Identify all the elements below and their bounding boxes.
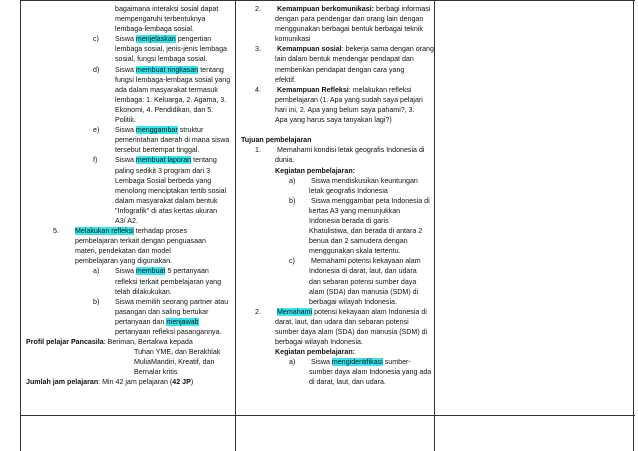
line-text: mempengaruhi terbentuknya	[115, 15, 206, 24]
text-line	[0, 145, 434, 155]
text-line	[0, 166, 434, 176]
text-line	[0, 226, 434, 236]
line-text: struktur	[177, 126, 204, 135]
line-text: bagaimana interaksi sosial dapat	[115, 5, 219, 13]
line-text: tentang	[191, 156, 217, 165]
line-text: Politik.	[115, 116, 136, 125]
table-top-border	[20, 0, 635, 1]
line-text: sumber-	[382, 358, 411, 367]
text-line	[0, 287, 434, 297]
text-line	[0, 95, 434, 105]
bold-label: Kegiatan pembelajaran:	[275, 166, 356, 175]
text-line	[0, 277, 434, 287]
line-text: potensi kekayaan alam Indonesia di	[312, 307, 427, 316]
bold-label: Kegiatan pembelajaran:	[275, 348, 356, 357]
line-text: sumber daya alam (SDA) dan manusia (SDM) di	[275, 328, 428, 336]
text-line	[0, 297, 434, 307]
line-text: : melakukan refleksi	[348, 85, 412, 94]
line-text: menggunakan skala tertentu.	[309, 247, 401, 256]
table-bottom-border	[20, 415, 635, 416]
line-text: Siswa	[115, 267, 136, 276]
line-text: pengertian	[175, 35, 212, 44]
line-text: : bekerja sama dengan orang	[341, 45, 434, 54]
list-marker: 2.	[255, 5, 261, 13]
bold-label: Jumlah jam pelajaran	[26, 378, 99, 387]
list-marker: d)	[93, 65, 100, 74]
list-marker: c)	[289, 257, 295, 266]
line-text: komunikasi	[275, 35, 311, 44]
line-text: Siswa menggambar peta Indonesia di	[311, 196, 430, 205]
highlighted-text: menggambar	[135, 126, 178, 135]
text-line	[0, 54, 434, 64]
line-text: Tuhan YME, dan Berakhlak	[134, 348, 221, 357]
list-marker: b)	[289, 196, 296, 205]
bold-label: Kemampuan sosial	[277, 45, 342, 54]
line-text: Memahami kondisi letak geografis Indonesia di	[277, 146, 425, 155]
text-line	[0, 216, 434, 226]
text-line	[0, 65, 434, 75]
text-line	[0, 135, 434, 145]
text-line	[0, 327, 434, 337]
bold-label: Tujuan pembelajaran	[241, 136, 312, 145]
line-text: Lembaga Sosial berbeda yang	[115, 176, 212, 185]
line-text: berbagi informasi	[373, 5, 431, 13]
line-text: terhadap proses	[133, 227, 187, 236]
line-text: Indonesia di darat, laut, dan udara	[309, 267, 417, 276]
line-text: lembaga-lembaga sosial.	[115, 25, 194, 34]
line-text: pembelajaran terkait dengan penguasaan	[75, 237, 206, 246]
line-text: A3/ A2.	[115, 216, 138, 225]
bold-label: Kemampuan Refleksi	[277, 85, 349, 94]
highlighted-text: membuat ringkasan	[135, 65, 199, 74]
text-line	[0, 4, 434, 14]
line-text: efektif.	[275, 75, 296, 84]
bold-label: Profil pelajar Pancasila	[26, 338, 104, 347]
line-text: Khatulistiwa, dan berada di antara 2	[309, 227, 423, 236]
line-text: : Beriman, Bertakwa kepada	[103, 338, 193, 347]
highlighted-text: membuat laporan	[135, 156, 192, 165]
list-marker: 1.	[255, 146, 261, 155]
line-text: Ekonomi, 4. Pendidikan, dan 5.	[115, 105, 214, 114]
text-line	[0, 246, 434, 256]
text-line	[0, 206, 434, 216]
line-text: lembaga: 1. Keluarga, 2. Agama, 3.	[115, 95, 227, 104]
list-marker: 3.	[255, 45, 261, 54]
line-text: materi, pendekatan dan model	[75, 247, 171, 256]
bold-value: 42 JP	[172, 378, 191, 387]
text-line	[0, 24, 434, 34]
text-line	[0, 256, 434, 266]
line-text: pasangan dan saling bertukar	[115, 307, 209, 316]
list-marker: f)	[93, 156, 98, 165]
highlighted-text: menjelaskan	[135, 35, 176, 44]
highlighted-text: mengidentifikasi	[331, 358, 383, 367]
text-line	[0, 347, 434, 357]
list-marker: 2.	[255, 307, 261, 316]
text-line	[0, 357, 434, 367]
text-line	[0, 155, 434, 165]
line-text: pertanyaan dan	[115, 317, 167, 326]
line-text: Siswa	[115, 65, 136, 74]
text-line	[0, 14, 434, 24]
text-line	[0, 196, 434, 206]
line-text: berbagai wilayah Indonesia.	[275, 338, 363, 347]
list-marker: a)	[93, 267, 100, 276]
line-text: refleksi terkait pembelajaran yang	[115, 277, 222, 286]
line-text: lembaga sosial, jenis-jenis lembaga	[115, 45, 227, 54]
table-right-border	[633, 0, 634, 451]
line-text: telah dilakukukan.	[115, 287, 172, 296]
text-line	[0, 34, 434, 44]
highlighted-text: Memahami	[277, 307, 313, 316]
line-text: pembelajaran (1. Apa yang sudah saya pelajari	[275, 95, 423, 104]
line-text: MuliaMandiri, Kreatif, dan	[134, 358, 215, 367]
line-text: "Infografik" di atas kertas ukuran	[115, 206, 218, 215]
text-line	[0, 266, 434, 276]
line-text: Indonesia berada di garis	[309, 216, 389, 225]
list-marker: b)	[93, 297, 100, 306]
text-line	[0, 367, 434, 377]
list-marker: c)	[93, 35, 99, 44]
list-marker: a)	[289, 358, 296, 367]
line-text: paling sedikit 3 program dari 3	[115, 166, 211, 175]
list-marker: e)	[93, 126, 100, 135]
line-text: 5 pertanyaan	[165, 267, 209, 276]
line-text: alam (SDA) dan manusia (SDM) di	[309, 287, 419, 296]
text-line	[0, 307, 434, 317]
line-text: di darat, laut, dan udara.	[309, 378, 386, 387]
line-text: kertas A3 yang menunjukkan	[309, 206, 401, 215]
line-text: Siswa mendiskusikan keuntungan	[311, 176, 418, 185]
line-text: letak geografis Indonesia	[309, 186, 388, 195]
line-text: darat, laut, dan udara dan sebaran potensi	[275, 317, 409, 326]
text-line	[0, 125, 434, 135]
text-line	[0, 75, 434, 85]
bold-label: Kemampuan berkomunikasi:	[277, 5, 374, 13]
text-line	[0, 115, 434, 125]
text-line	[0, 377, 434, 387]
line-text: pembelajaran yang digunakan.	[75, 257, 173, 266]
line-text: pertanyaan refleksi pasangannya.	[115, 328, 222, 336]
line-text: pemerintahan daerah di mana siswa	[115, 136, 230, 145]
list-marker: 4.	[255, 85, 261, 94]
line-text: lain dalam bentuk mendengar pendapat dan	[275, 55, 414, 64]
line-text: Siswa memilih seorang partner atau	[115, 297, 229, 306]
text-line	[0, 236, 434, 246]
text-line	[0, 186, 434, 196]
line-text: hari ini, 2. Apa yang belum saya pahami?, 3.	[275, 105, 415, 114]
line-text: fungsi lembaga-lembaga sosial yang	[115, 75, 231, 84]
line-text: menolong menciptakan tertib sosial	[115, 186, 227, 195]
line-text: Siswa	[115, 156, 136, 165]
line-text: menggunakan berbagai bentuk berbagai teknik	[275, 25, 423, 34]
line-text: dunia.	[275, 156, 295, 165]
text-line	[0, 85, 434, 95]
text-line	[0, 317, 434, 327]
line-text: Bernalar kritis	[134, 368, 178, 377]
line-text: ada dalam masyarakat termasuk	[115, 85, 218, 94]
text-line	[0, 176, 434, 186]
text-line	[0, 337, 434, 347]
line-text: dan sebaran potensi sumber daya	[309, 277, 417, 286]
line-text: )	[190, 378, 194, 387]
line-text: : Min 42 jam pelajaran (	[98, 378, 173, 387]
line-text	[275, 126, 277, 134]
list-marker: 5.	[53, 227, 59, 236]
objectives-column	[0, 4, 434, 388]
line-text: tentang	[198, 65, 224, 74]
line-text: Siswa	[115, 35, 136, 44]
highlighted-text: membuat	[135, 267, 166, 276]
text-line	[0, 44, 434, 54]
line-text: berbagai wilayah Indonesia.	[309, 297, 397, 306]
line-text: benua dan 2 samudera dengan	[309, 237, 408, 246]
line-text: memberikan pendapat dengan cara yang	[275, 65, 405, 74]
list-marker: a)	[289, 176, 296, 185]
line-text: dalam masyarakat dalam bentuk	[115, 196, 218, 205]
line-text: sumber daya alam Indonesia yang ada	[309, 368, 432, 377]
line-text: tersebut bertempat tinggal.	[115, 146, 200, 155]
line-text: Apa yang harus saya tanyakan lagi?)	[275, 116, 392, 125]
text-line	[0, 105, 434, 115]
line-text: Siswa	[115, 126, 136, 135]
highlighted-text: Melakukan refleksi	[75, 227, 134, 236]
line-text: Siswa	[311, 358, 332, 367]
highlighted-text: menjawab	[166, 317, 199, 326]
line-text: Memahami potensi kekayaan alam	[311, 257, 421, 266]
line-text: sosial, fungsi lembaga sosial.	[115, 55, 208, 64]
column-divider-2	[434, 0, 435, 451]
line-text: dengan para pendengar dan orang lain dengan	[275, 15, 424, 24]
